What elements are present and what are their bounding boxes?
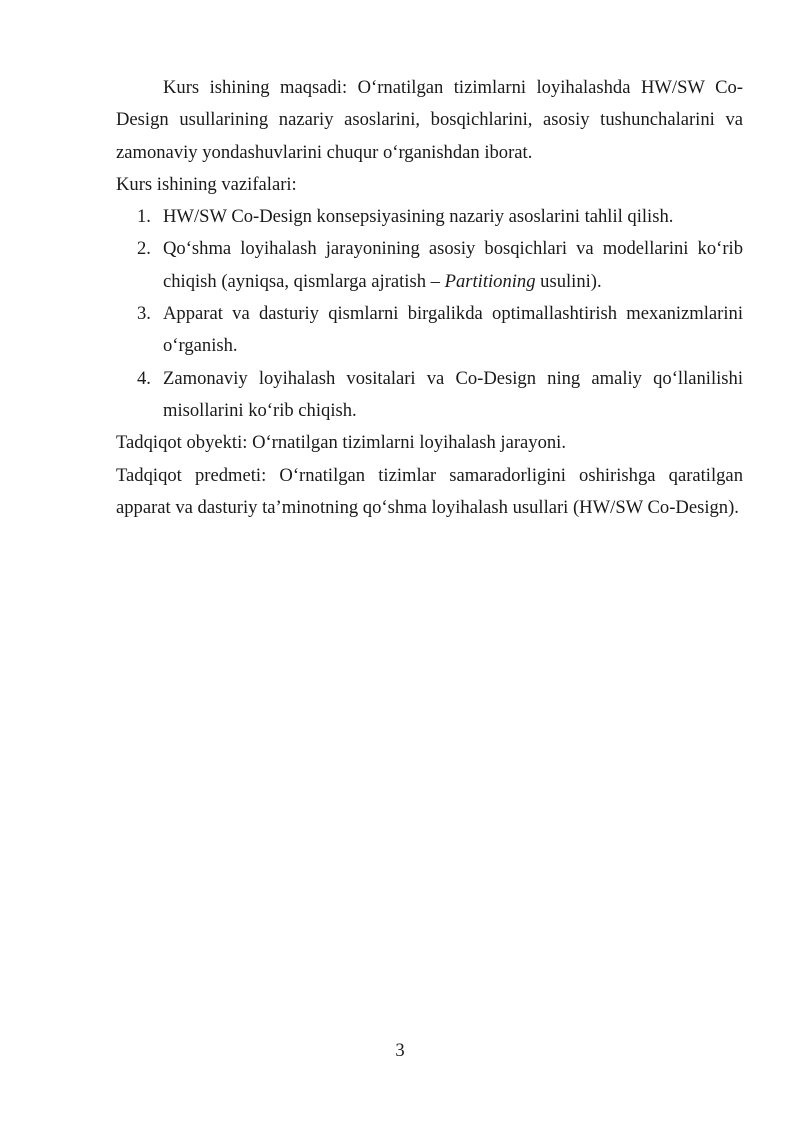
aim-paragraph: Kurs ishining maqsadi: O‘rnatilgan tizimlarni loyihalashda HW/SW Co-Design usullarining nazariy asoslarini, bosqichlarini, asosiy tushunchalarini va zamonaviy yondashuvlarini chuqur o‘rganishdan iborat. <box>116 77 743 163</box>
list-item-text: Zamonaviy loyihalash vositalari va Co-Design ning amaliy qo‘llanilishi misollarini ko‘rib chiqish. <box>163 367 743 421</box>
list-item-number: 3. <box>137 303 151 325</box>
partitioning-term: Partitioning <box>444 270 536 292</box>
list-item-text: HW/SW Co-Design konsepsiyasining nazariy asoslarini tahlil qilish. <box>163 206 674 228</box>
list-item-number: 4. <box>137 367 151 389</box>
tasks-heading: Kurs ishining vazifalari: <box>116 173 297 195</box>
list-item-text: Qo‘shma loyihalash jarayonining asosiy bosqichlari va modellarini ko‘rib chiqish (ayniqsa, qismlarga ajratish – <box>163 238 743 292</box>
list-item <box>116 363 743 428</box>
list-item-text: Apparat va dasturiy qismlarni birgalikda optimallashtirish mexanizmlarini o‘rganish. <box>163 303 743 357</box>
page-number: 3 <box>395 1040 405 1061</box>
list-item-number: 2. <box>137 238 151 260</box>
research-subject-paragraph: Tadqiqot predmeti: O‘rnatilgan tizimlar samaradorligini oshirishga qaratilgan apparat va dasturiy ta’minotning qo‘shma loyihalash usullari (HW/SW Co-Design). <box>116 464 743 518</box>
research-object-paragraph: Tadqiqot obyekti: O‘rnatilgan tizimlarni loyihalash jarayoni. <box>116 432 566 454</box>
list-item-number: 1. <box>137 206 151 228</box>
page-content <box>116 72 743 524</box>
list-item <box>116 298 743 363</box>
list-item <box>116 201 743 233</box>
tasks-list <box>116 201 743 427</box>
list-item-text-end: usulini). <box>535 270 602 292</box>
list-item <box>116 233 743 298</box>
